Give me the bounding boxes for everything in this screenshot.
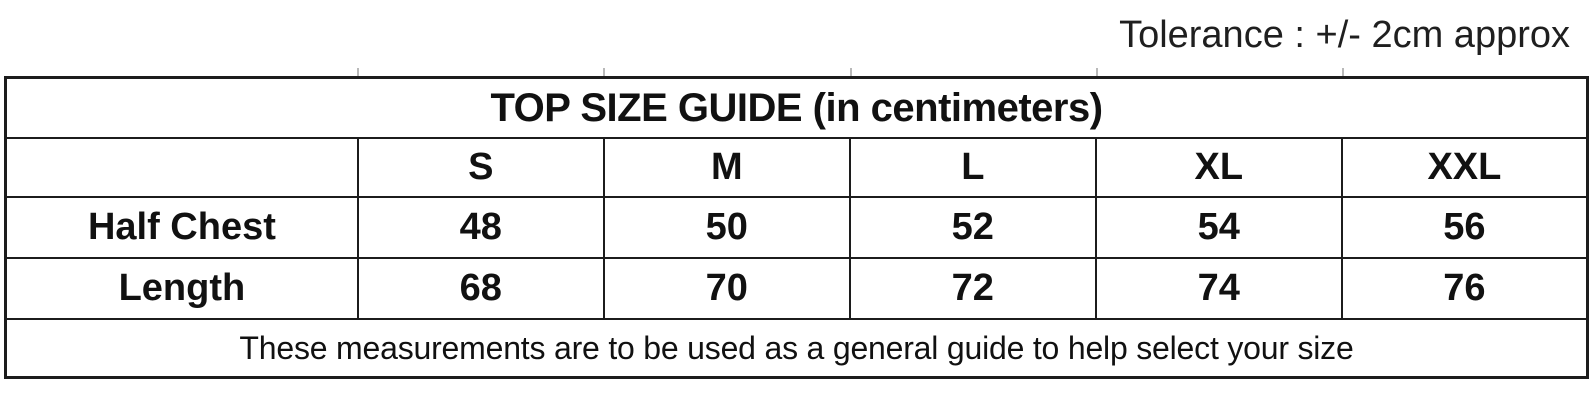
table-footnote-row xyxy=(6,319,1588,378)
measurement-cell: 76 xyxy=(1342,258,1588,319)
size-col-header-xl: XL xyxy=(1096,138,1342,197)
measurement-cell: 50 xyxy=(604,197,850,258)
size-col-header-s: S xyxy=(358,138,604,197)
gridline-artifact-tick xyxy=(1342,68,1344,76)
top-size-guide-table xyxy=(4,76,1589,379)
measurement-cell: 70 xyxy=(604,258,850,319)
size-col-header-xxl: XXL xyxy=(1342,138,1588,197)
table-title-row xyxy=(6,78,1588,139)
gridline-artifact-tick xyxy=(850,68,852,76)
size-col-header-m: M xyxy=(604,138,850,197)
measurement-cell: 56 xyxy=(1342,197,1588,258)
table-row-length xyxy=(6,258,1588,319)
measurement-cell: 54 xyxy=(1096,197,1342,258)
gridline-artifact-tick xyxy=(603,68,605,76)
measurement-cell: 74 xyxy=(1096,258,1342,319)
size-col-header-l: L xyxy=(850,138,1096,197)
table-row-half-chest xyxy=(6,197,1588,258)
table-title: TOP SIZE GUIDE (in centimeters) xyxy=(6,78,1588,139)
measurement-cell: 48 xyxy=(358,197,604,258)
tolerance-note: Tolerance : +/- 2cm approx xyxy=(1119,14,1570,56)
gridline-artifact-tick xyxy=(357,68,359,76)
table-footnote: These measurements are to be used as a general guide to help select your size xyxy=(6,319,1588,378)
measurement-cell: 72 xyxy=(850,258,1096,319)
corner-cell xyxy=(6,138,358,197)
measurement-cell: 68 xyxy=(358,258,604,319)
size-header-row xyxy=(6,138,1588,197)
measurement-cell: 52 xyxy=(850,197,1096,258)
gridline-artifact-tick xyxy=(1096,68,1098,76)
row-label-half-chest: Half Chest xyxy=(6,197,358,258)
row-label-length: Length xyxy=(6,258,358,319)
